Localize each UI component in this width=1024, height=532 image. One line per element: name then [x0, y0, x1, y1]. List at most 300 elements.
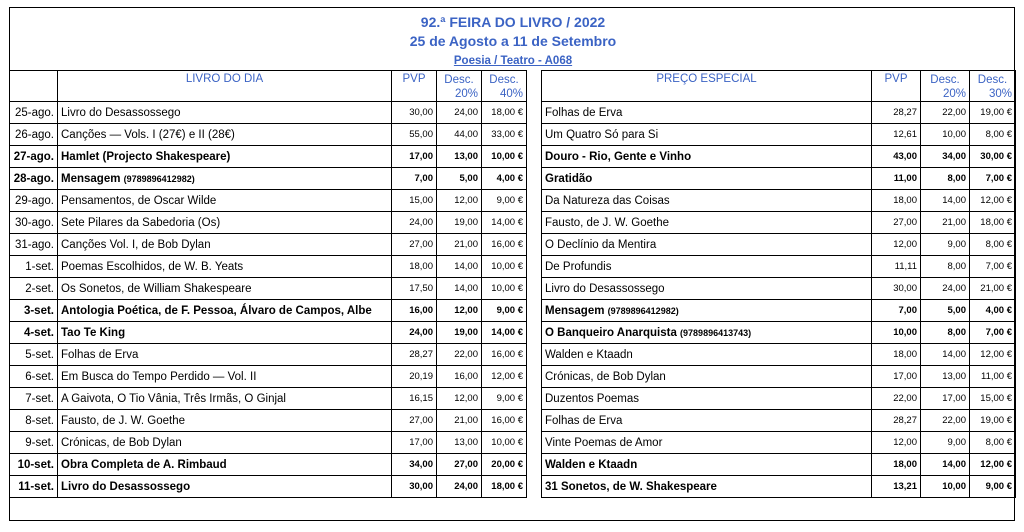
date-cell — [10, 344, 58, 366]
left-pvp-cell-text: 30,00 — [409, 481, 433, 492]
column-gap — [527, 410, 542, 432]
left-desc2-cell — [482, 124, 527, 146]
right-desc1-cell — [921, 300, 970, 322]
left-pvp-cell-text: 30,00 — [409, 107, 433, 118]
right-desc1-cell-text: 17,00 — [942, 393, 966, 404]
left-desc1-cell-text: 14,00 — [454, 283, 478, 294]
right-pvp-cell — [872, 432, 921, 454]
left-pvp-cell — [392, 322, 437, 344]
right-title-cell-text: Folhas de Erva — [545, 414, 623, 427]
left-pvp-cell — [392, 432, 437, 454]
left-desc2-cell-text: 9,00 € — [496, 195, 523, 206]
right-title-cell-text: Crónicas, de Bob Dylan — [545, 370, 666, 383]
left-title-cell-text: Sete Pilares da Sabedoria (Os) — [61, 216, 221, 229]
left-desc2-cell — [482, 256, 527, 278]
left-title-cell-text: Livro do Desassossego — [61, 480, 191, 493]
left-pvp-cell — [392, 388, 437, 410]
left-desc1-cell-text: 19,00 — [454, 327, 478, 338]
column-gap — [527, 300, 542, 322]
left-title-cell-text: Mensagem — [61, 172, 121, 185]
date-cell — [10, 212, 58, 234]
right-title-cell-text: Duzentos Poemas — [545, 392, 639, 405]
left-desc1-cell-text: 21,00 — [454, 415, 478, 426]
left-desc2-cell-text: 10,00 € — [491, 437, 523, 448]
right-desc1-cell — [921, 432, 970, 454]
right-pvp-cell — [872, 388, 921, 410]
right-desc1-cell-text: 8,00 — [947, 173, 966, 184]
right-pvp-cell — [872, 190, 921, 212]
right-pvp-cell-text: 30,00 — [893, 283, 917, 294]
left-desc1-cell-text: 24,00 — [454, 107, 478, 118]
left-title-cell-text: Canções — Vols. I (27€) e II (28€) — [61, 128, 235, 141]
right-desc1-cell — [921, 454, 970, 476]
right-desc2-cell-text: 7,00 € — [985, 327, 1012, 338]
left-desc2-cell-text: 9,00 € — [496, 393, 523, 404]
right-title-cell — [542, 102, 872, 124]
right-desc1-cell-text: 14,00 — [942, 195, 966, 206]
right-title-cell-text: 31 Sonetos, de W. Shakespeare — [545, 480, 717, 493]
right-title-cell — [542, 432, 872, 454]
date-cell-text: 29-ago. — [14, 194, 54, 207]
left-desc1-cell-text: 13,00 — [454, 437, 478, 448]
right-desc2-cell-text: 8,00 € — [985, 239, 1012, 250]
left-title-cell — [58, 234, 392, 256]
right-desc2-cell — [970, 168, 1016, 190]
right-title-cell — [542, 300, 872, 322]
right-desc1-cell-text: 9,00 — [947, 239, 966, 250]
date-cell-text: 1-set. — [25, 260, 54, 273]
right-desc2-cell — [970, 432, 1016, 454]
fair-title: 92.ª FEIRA DO LIVRO / 2022 — [420, 14, 606, 30]
left-pvp-cell — [392, 102, 437, 124]
left-pvp-cell — [392, 190, 437, 212]
right-title-cell-text: De Profundis — [545, 260, 612, 273]
right-pvp-cell — [872, 124, 921, 146]
left-title-cell — [58, 344, 392, 366]
left-pvp-cell-text: 17,50 — [409, 283, 433, 294]
right-title-cell — [542, 146, 872, 168]
left-pvp-cell — [392, 300, 437, 322]
left-title-cell — [58, 212, 392, 234]
column-gap — [527, 322, 542, 344]
left-title-cell — [58, 300, 392, 322]
section-link[interactable]: Poesia / Teatro - A068 — [453, 55, 573, 67]
right-desc2-cell — [970, 146, 1016, 168]
left-title-cell — [58, 476, 392, 498]
left-pvp-cell — [392, 168, 437, 190]
column-gap — [527, 256, 542, 278]
date-cell-text: 8-set. — [25, 414, 54, 427]
left-desc2-cell-text: 33,00 € — [491, 129, 523, 140]
column-gap — [527, 278, 542, 300]
left-title-cell — [58, 410, 392, 432]
right-desc2-cell — [970, 300, 1016, 322]
right-pvp-cell-text: 11,00 — [893, 173, 917, 184]
table-row — [10, 344, 1016, 366]
left-desc1-cell — [437, 212, 482, 234]
right-desc1-cell-text: 5,00 — [947, 305, 966, 316]
right-desc2-cell — [970, 322, 1016, 344]
column-gap — [527, 212, 542, 234]
left-title-cell-text: Crónicas, de Bob Dylan — [61, 436, 182, 449]
right-pvp-cell-text: 12,00 — [893, 239, 917, 250]
right-pvp-cell — [872, 454, 921, 476]
right-desc1-header: Desc. 20% — [921, 71, 970, 102]
right-title-cell — [542, 124, 872, 146]
right-desc2-cell — [970, 454, 1016, 476]
left-desc1-header: Desc. 20% — [437, 71, 482, 102]
right-desc2-cell — [970, 410, 1016, 432]
right-pvp-cell-text: 17,00 — [893, 371, 917, 382]
column-gap — [527, 432, 542, 454]
right-pvp-cell — [872, 476, 921, 498]
column-gap — [527, 168, 542, 190]
left-pvp-cell-text: 15,00 — [409, 195, 433, 206]
table-row — [10, 322, 1016, 344]
left-pvp-cell-text: 17,00 — [409, 437, 433, 448]
left-desc1-cell — [437, 168, 482, 190]
right-desc2-header: Desc. 30% — [970, 71, 1016, 102]
right-pvp-cell — [872, 366, 921, 388]
left-pvp-cell-text: 16,15 — [409, 393, 433, 404]
left-pvp-cell — [392, 278, 437, 300]
right-desc1-cell — [921, 124, 970, 146]
right-title-cell — [542, 190, 872, 212]
date-cell — [10, 388, 58, 410]
left-pvp-cell-text: 17,00 — [409, 151, 433, 162]
column-gap — [527, 234, 542, 256]
right-desc1-cell — [921, 256, 970, 278]
left-desc1-cell — [437, 344, 482, 366]
left-desc2-cell — [482, 234, 527, 256]
left-pvp-cell — [392, 476, 437, 498]
date-cell — [10, 278, 58, 300]
right-desc2-cell-text: 12,00 € — [980, 195, 1012, 206]
left-title-cell-text: Pensamentos, de Oscar Wilde — [61, 194, 217, 207]
isbn-text: (9789896413743) — [680, 327, 752, 338]
left-desc2-cell — [482, 190, 527, 212]
right-desc1-cell-text: 14,00 — [942, 349, 966, 360]
right-desc2-cell — [970, 212, 1016, 234]
right-title-cell-text: Livro do Desassossego — [545, 282, 665, 295]
left-desc1-cell-text: 5,00 — [459, 173, 478, 184]
date-cell — [10, 256, 58, 278]
date-cell — [10, 454, 58, 476]
left-desc2-cell-text: 12,00 € — [491, 371, 523, 382]
left-pvp-cell — [392, 454, 437, 476]
column-gap — [527, 190, 542, 212]
left-desc1-cell — [437, 432, 482, 454]
right-desc2-cell-text: 12,00 € — [980, 459, 1012, 470]
right-desc2-cell-text: 30,00 € — [980, 151, 1012, 162]
left-desc1-cell — [437, 322, 482, 344]
left-title-cell — [58, 124, 392, 146]
left-desc2-cell — [482, 454, 527, 476]
left-title-cell — [58, 454, 392, 476]
left-column-title: LIVRO DO DIA — [58, 71, 392, 102]
right-pvp-cell-text: 10,00 — [893, 327, 917, 338]
right-title-cell-text: Da Natureza das Coisas — [545, 194, 670, 207]
date-cell-text: 4-set. — [23, 326, 54, 339]
right-desc1-cell-text: 8,00 — [947, 261, 966, 272]
left-desc2-cell — [482, 410, 527, 432]
date-cell — [10, 322, 58, 344]
left-desc2-cell-text: 18,00 € — [491, 107, 523, 118]
isbn-text: (9789896412982) — [123, 173, 195, 184]
left-desc2-cell — [482, 432, 527, 454]
right-pvp-cell — [872, 168, 921, 190]
column-gap — [527, 366, 542, 388]
left-pvp-cell — [392, 344, 437, 366]
table-row — [10, 388, 1016, 410]
right-desc2-cell — [970, 278, 1016, 300]
right-desc1-cell — [921, 322, 970, 344]
right-desc1-cell — [921, 190, 970, 212]
left-title-cell-text: Folhas de Erva — [61, 348, 139, 361]
left-desc2-cell-text: 16,00 € — [491, 349, 523, 360]
right-desc1-cell — [921, 388, 970, 410]
date-cell-text: 2-set. — [25, 282, 54, 295]
date-cell-text: 3-set. — [23, 304, 54, 317]
left-desc2-header: Desc. 40% — [482, 71, 527, 102]
right-title-cell — [542, 344, 872, 366]
left-title-cell-text: Livro do Desassossego — [61, 106, 181, 119]
left-desc1-cell-text: 13,00 — [454, 151, 478, 162]
right-title-cell — [542, 454, 872, 476]
date-cell — [10, 168, 58, 190]
table-row — [10, 410, 1016, 432]
left-desc1-cell — [437, 454, 482, 476]
right-pvp-cell — [872, 102, 921, 124]
right-title-cell — [542, 234, 872, 256]
right-title-cell-text: Walden e Ktaadn — [545, 348, 633, 361]
left-desc1-cell — [437, 234, 482, 256]
right-pvp-cell — [872, 300, 921, 322]
right-title-cell — [542, 476, 872, 498]
right-desc2-cell — [970, 190, 1016, 212]
left-pvp-cell-text: 16,00 — [409, 305, 433, 316]
left-title-cell — [58, 168, 392, 190]
date-cell — [10, 410, 58, 432]
left-title-cell — [58, 146, 392, 168]
left-pvp-header: PVP — [392, 71, 437, 102]
left-pvp-cell-text: 24,00 — [409, 217, 433, 228]
table-row — [10, 146, 1016, 168]
date-cell — [10, 146, 58, 168]
right-pvp-cell-text: 22,00 — [893, 393, 917, 404]
column-gap — [527, 344, 542, 366]
date-cell-text: 27-ago. — [13, 150, 54, 163]
date-cell-text: 26-ago. — [14, 128, 54, 141]
right-column-title: PREÇO ESPECIAL — [542, 71, 872, 102]
right-desc1-cell — [921, 146, 970, 168]
right-pvp-cell — [872, 212, 921, 234]
left-title-cell — [58, 366, 392, 388]
left-desc2-cell-text: 10,00 € — [491, 261, 523, 272]
left-title-cell-text: Hamlet (Projecto Shakespeare) — [61, 150, 231, 163]
date-cell — [10, 102, 58, 124]
table-row — [10, 366, 1016, 388]
date-header — [10, 71, 58, 102]
right-desc2-cell — [970, 102, 1016, 124]
table-row — [10, 168, 1016, 190]
left-title-cell — [58, 432, 392, 454]
right-title-cell-text: Walden e Ktaadn — [545, 458, 638, 471]
right-desc2-cell — [970, 256, 1016, 278]
left-desc1-cell-text: 19,00 — [454, 217, 478, 228]
left-desc2-cell-text: 4,00 € — [496, 173, 523, 184]
price-table — [9, 70, 1016, 498]
left-desc1-cell-text: 12,00 — [454, 393, 478, 404]
right-pvp-cell-text: 27,00 — [893, 217, 917, 228]
table-row — [10, 256, 1016, 278]
left-desc2-cell — [482, 388, 527, 410]
right-title-cell-text: Fausto, de J. W. Goethe — [545, 216, 670, 229]
left-title-cell — [58, 102, 392, 124]
left-title-cell — [58, 388, 392, 410]
right-desc2-cell — [970, 124, 1016, 146]
right-desc2-cell-text: 11,00 € — [981, 371, 1012, 382]
right-pvp-cell-text: 11,11 — [894, 261, 917, 272]
left-desc1-cell — [437, 410, 482, 432]
right-desc1-cell-text: 14,00 — [942, 459, 966, 470]
left-title-cell-text: Fausto, de J. W. Goethe — [61, 414, 186, 427]
right-desc2-cell-text: 12,00 € — [980, 349, 1012, 360]
right-pvp-cell-text: 43,00 — [893, 151, 917, 162]
right-pvp-cell — [872, 410, 921, 432]
right-title-cell — [542, 388, 872, 410]
left-title-cell-text: Tao Te King — [61, 326, 126, 339]
left-desc2-cell — [482, 476, 527, 498]
right-desc2-cell-text: 8,00 € — [985, 129, 1012, 140]
left-desc1-cell-text: 44,00 — [454, 129, 478, 140]
right-desc1-cell-text: 10,00 — [942, 129, 966, 140]
right-desc1-cell — [921, 278, 970, 300]
right-desc2-cell-text: 7,00 € — [985, 261, 1012, 272]
left-desc2-cell-text: 18,00 € — [491, 481, 523, 492]
left-desc2-cell — [482, 278, 527, 300]
date-cell-text: 30-ago. — [14, 216, 54, 229]
left-desc2-cell-text: 14,00 € — [491, 217, 523, 228]
left-desc2-cell — [482, 212, 527, 234]
right-pvp-cell-text: 7,00 — [898, 305, 917, 316]
left-pvp-cell-text: 7,00 — [414, 173, 433, 184]
date-cell-text: 5-set. — [25, 348, 54, 361]
left-title-cell — [58, 322, 392, 344]
right-desc2-cell-text: 19,00 € — [980, 415, 1012, 426]
table-row — [10, 432, 1016, 454]
date-cell-text: 25-ago. — [14, 106, 54, 119]
right-title-cell — [542, 410, 872, 432]
right-desc2-cell — [970, 344, 1016, 366]
left-desc1-cell — [437, 476, 482, 498]
date-cell-text: 11-set. — [18, 480, 54, 493]
left-title-cell — [58, 190, 392, 212]
left-desc2-cell-text: 9,00 € — [496, 305, 523, 316]
left-desc1-cell-text: 24,00 — [454, 481, 478, 492]
right-pvp-header: PVP — [872, 71, 921, 102]
right-desc1-cell-text: 24,00 — [942, 283, 966, 294]
right-desc1-cell — [921, 234, 970, 256]
left-desc2-cell-text: 16,00 € — [491, 239, 523, 250]
left-title-cell-text: Em Busca do Tempo Perdido — Vol. II — [61, 370, 257, 383]
column-gap — [527, 71, 542, 102]
left-desc1-cell — [437, 102, 482, 124]
right-title-cell-text: Gratidão — [545, 172, 593, 185]
right-desc1-cell-text: 34,00 — [942, 151, 966, 162]
left-desc1-cell — [437, 366, 482, 388]
left-title-cell-text: A Gaivota, O Tio Vânia, Três Irmãs, O Ginjal — [61, 392, 286, 405]
left-pvp-cell-text: 27,00 — [409, 239, 433, 250]
left-pvp-cell — [392, 234, 437, 256]
left-desc1-cell-text: 27,00 — [454, 459, 478, 470]
date-cell-text: 31-ago. — [14, 238, 54, 251]
right-desc1-cell-text: 22,00 — [942, 107, 966, 118]
left-desc2-cell — [482, 300, 527, 322]
date-cell — [10, 190, 58, 212]
right-desc2-cell-text: 9,00 € — [985, 481, 1012, 492]
right-title-cell-text: Vinte Poemas de Amor — [545, 436, 663, 449]
left-desc2-cell-text: 10,00 € — [491, 151, 523, 162]
right-desc1-cell — [921, 168, 970, 190]
right-pvp-cell — [872, 322, 921, 344]
column-gap — [527, 124, 542, 146]
right-desc1-cell — [921, 410, 970, 432]
left-pvp-cell-text: 34,00 — [409, 459, 433, 470]
left-pvp-cell — [392, 256, 437, 278]
right-desc1-cell-text: 9,00 — [947, 437, 966, 448]
left-title-cell-text: Os Sonetos, de William Shakespeare — [61, 282, 252, 295]
table-row — [10, 476, 1016, 498]
right-pvp-cell-text: 12,61 — [893, 129, 917, 140]
right-pvp-cell-text: 18,00 — [893, 349, 917, 360]
table-row — [10, 300, 1016, 322]
right-title-cell — [542, 212, 872, 234]
left-desc1-cell-text: 12,00 — [454, 305, 478, 316]
right-title-cell — [542, 168, 872, 190]
left-title-cell-text: Poemas Escolhidos, de W. B. Yeats — [61, 260, 244, 273]
right-title-cell-text: Mensagem — [545, 304, 605, 317]
left-desc1-cell — [437, 300, 482, 322]
right-desc1-cell-text: 22,00 — [942, 415, 966, 426]
left-desc1-cell-text: 16,00 — [454, 371, 478, 382]
left-title-cell — [58, 278, 392, 300]
right-pvp-cell — [872, 344, 921, 366]
right-title-cell — [542, 256, 872, 278]
right-desc2-cell-text: 7,00 € — [985, 173, 1012, 184]
date-cell — [10, 300, 58, 322]
date-cell — [10, 234, 58, 256]
left-desc1-cell — [437, 124, 482, 146]
right-pvp-cell-text: 18,00 — [893, 459, 917, 470]
right-title-cell-text: Um Quatro Só para Si — [545, 128, 659, 141]
left-title-cell-text: Canções Vol. I, de Bob Dylan — [61, 238, 211, 251]
table-row — [10, 234, 1016, 256]
left-desc2-cell — [482, 366, 527, 388]
left-pvp-cell — [392, 410, 437, 432]
left-desc1-cell-text: 14,00 — [454, 261, 478, 272]
right-desc1-cell — [921, 476, 970, 498]
left-desc1-cell — [437, 146, 482, 168]
right-pvp-cell — [872, 256, 921, 278]
right-desc2-cell — [970, 476, 1016, 498]
right-pvp-cell — [872, 146, 921, 168]
left-desc2-cell-text: 14,00 € — [491, 327, 523, 338]
table-row — [10, 190, 1016, 212]
right-title-cell-text: O Declínio da Mentira — [545, 238, 657, 251]
date-cell-text: 10-set. — [17, 458, 54, 471]
left-desc1-cell — [437, 388, 482, 410]
